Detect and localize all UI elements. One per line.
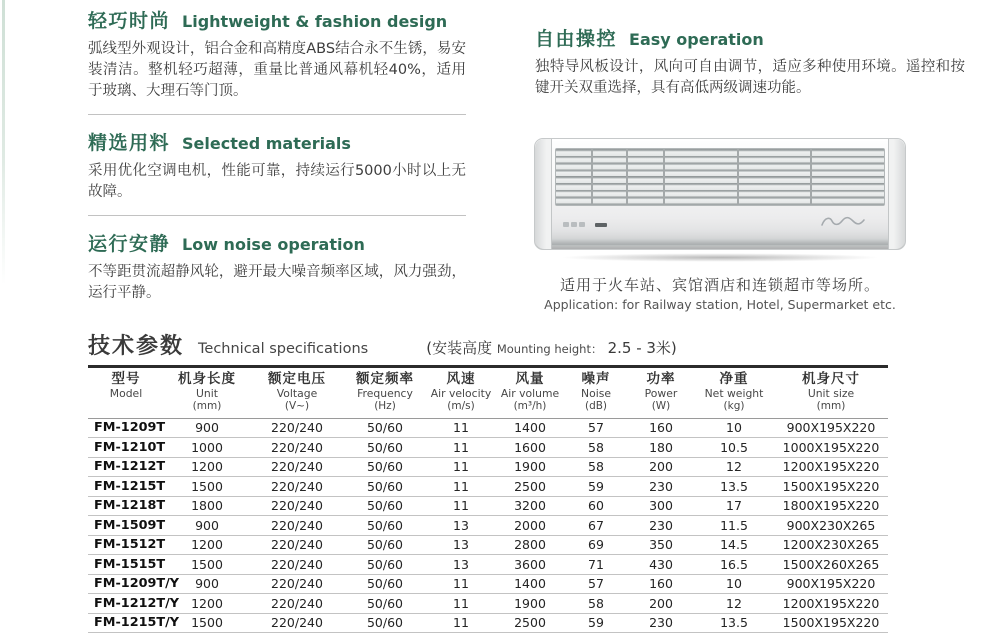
spec-value-cell: 3200	[496, 496, 564, 516]
spec-value-cell: 230	[628, 516, 694, 536]
spec-value-cell: 50/60	[344, 477, 426, 497]
feature-body: 采用优化空调电机，性能可靠，持续运行5000小时以上无故障。	[88, 163, 466, 200]
spec-row	[88, 418, 888, 438]
spec-col-header-air-volume: 风量 Air volume (m³/h)	[496, 367, 564, 419]
specs-section	[88, 329, 888, 633]
spec-value-cell: 58	[564, 438, 628, 458]
spec-model-cell: FM-1212T/Y	[88, 594, 164, 614]
spec-value-cell: 220/240	[250, 613, 344, 633]
spec-value-cell: 16.5	[694, 555, 774, 575]
spec-value-cell: 2500	[496, 613, 564, 633]
spec-value-cell: 1500	[164, 613, 250, 633]
spec-row	[88, 477, 888, 497]
label-marks	[563, 222, 585, 227]
spec-value-cell: 300	[628, 496, 694, 516]
spec-col-header-air-velocity: 风速 Air velocity (m/s)	[426, 367, 496, 419]
spec-value-cell: 57	[564, 418, 628, 438]
spec-value-cell: 50/60	[344, 535, 426, 555]
feature-heading	[88, 6, 466, 33]
spec-row	[88, 516, 888, 536]
spec-value-cell: 50/60	[344, 613, 426, 633]
spec-value-cell: 50/60	[344, 438, 426, 458]
spec-value-cell: 69	[564, 535, 628, 555]
spec-value-cell: 2500	[496, 477, 564, 497]
feature-title-en: Low noise operation	[182, 235, 365, 254]
feature-heading	[88, 229, 466, 256]
spec-value-cell: 900	[164, 516, 250, 536]
spec-value-cell: 10	[694, 574, 774, 594]
spec-value-cell: 58	[564, 594, 628, 614]
spec-value-cell: 1400	[496, 574, 564, 594]
spec-row	[88, 574, 888, 594]
spec-col-header-unit-size: 机身尺寸 Unit size (mm)	[774, 367, 888, 419]
spec-model-cell: FM-1209T	[88, 418, 164, 438]
spec-value-cell: 1500X195X220	[774, 477, 888, 497]
feature-body: 弧线型外观设计，铝合金和高精度ABS结合永不生锈，易安装清洁。整机轻巧超薄，重量比普通风幕机轻40%，适用于玻璃、大理石等门顶。	[88, 41, 466, 99]
spec-value-cell: 11	[426, 457, 496, 477]
spec-value-cell: 200	[628, 594, 694, 614]
divider	[88, 114, 466, 115]
spec-col-header-frequency: 额定频率 Frequency (Hz)	[344, 367, 426, 419]
spec-row	[88, 535, 888, 555]
feature-heading	[535, 24, 965, 51]
spec-value-cell: 11	[426, 496, 496, 516]
spec-value-cell: 1500X260X265	[774, 555, 888, 575]
spec-col-header-unit: 机身长度 Unit (mm)	[164, 367, 250, 419]
brand-logo-icon	[819, 215, 867, 229]
spec-value-cell: 220/240	[250, 516, 344, 536]
spec-model-cell: FM-1215T	[88, 477, 164, 497]
spec-value-cell: 13	[426, 535, 496, 555]
spec-table	[88, 365, 888, 633]
spec-value-cell: 50/60	[344, 516, 426, 536]
spec-value-cell: 50/60	[344, 418, 426, 438]
feature-title-zh: 精选用料	[88, 132, 171, 154]
specs-title-zh: 技术参数	[88, 334, 185, 359]
spec-value-cell: 430	[628, 555, 694, 575]
feature-block-easy-operation	[535, 24, 965, 99]
spec-value-cell: 1200X195X220	[774, 594, 888, 614]
spec-model-cell: FM-1512T	[88, 535, 164, 555]
spec-value-cell: 1600	[496, 438, 564, 458]
spec-value-cell: 12	[694, 594, 774, 614]
feature-heading	[88, 128, 466, 155]
spec-value-cell: 67	[564, 516, 628, 536]
spec-value-cell: 12	[694, 457, 774, 477]
feature-title-zh: 自由操控	[535, 28, 618, 50]
feature-block-materials	[88, 128, 466, 203]
mounting-height-zh: (安装高度	[426, 339, 497, 357]
spec-model-cell: FM-1210T	[88, 438, 164, 458]
spec-value-cell: 160	[628, 574, 694, 594]
spec-row	[88, 457, 888, 477]
specs-title-en: Technical specifications	[198, 341, 369, 357]
spec-value-cell: 1500X195X220	[774, 613, 888, 633]
spec-value-cell: 200	[628, 457, 694, 477]
spec-value-cell: 1800X195X220	[774, 496, 888, 516]
spec-value-cell: 11	[426, 477, 496, 497]
feature-body: 不等距贯流超静风轮，避开最大噪音频率区域，风力强劲，运行平静。	[88, 264, 466, 301]
spec-value-cell: 57	[564, 574, 628, 594]
features-left-column	[88, 6, 466, 304]
spec-value-cell: 220/240	[250, 535, 344, 555]
spec-header-row	[88, 367, 888, 419]
spec-value-cell: 1200	[164, 535, 250, 555]
spec-value-cell: 59	[564, 613, 628, 633]
spec-value-cell: 13.5	[694, 477, 774, 497]
spec-value-cell: 58	[564, 457, 628, 477]
spec-value-cell: 13	[426, 555, 496, 575]
spec-value-cell: 220/240	[250, 438, 344, 458]
spec-value-cell: 220/240	[250, 457, 344, 477]
spec-value-cell: 1900	[496, 594, 564, 614]
spec-col-header-noise: 噪声 Noise (dB)	[564, 367, 628, 419]
spec-value-cell: 1400	[496, 418, 564, 438]
product-caption-en: Application: for Railway station, Hotel, Supermarket etc.	[544, 297, 896, 312]
spec-row	[88, 613, 888, 633]
spec-value-cell: 60	[564, 496, 628, 516]
specs-title-row	[88, 329, 888, 360]
spec-value-cell: 1200	[164, 594, 250, 614]
spec-value-cell: 14.5	[694, 535, 774, 555]
spec-value-cell: 59	[564, 477, 628, 497]
spec-value-cell: 50/60	[344, 594, 426, 614]
spec-model-cell: FM-1209T/Y	[88, 574, 164, 594]
spec-value-cell: 1000	[164, 438, 250, 458]
spec-value-cell: 50/60	[344, 496, 426, 516]
spec-value-cell: 900X230X265	[774, 516, 888, 536]
feature-block-low-noise	[88, 229, 466, 304]
feature-title-zh: 运行安静	[88, 233, 171, 255]
spec-value-cell: 2000	[496, 516, 564, 536]
spec-value-cell: 1200X195X220	[774, 457, 888, 477]
spec-row	[88, 496, 888, 516]
spec-col-header-net-weight: 净重 Net weight (kg)	[694, 367, 774, 419]
end-cap-left	[535, 139, 552, 249]
spec-value-cell: 11	[426, 594, 496, 614]
spec-value-cell: 900X195X220	[774, 574, 888, 594]
divider	[88, 215, 466, 216]
spec-value-cell: 11	[426, 438, 496, 458]
air-curtain-image	[534, 138, 906, 250]
product-caption-zh: 适用于火车站、宾馆酒店和连锁超市等场所。	[559, 276, 880, 294]
spec-row	[88, 438, 888, 458]
spec-model-cell: FM-1212T	[88, 457, 164, 477]
spec-row	[88, 594, 888, 614]
feature-block-lightweight	[88, 6, 466, 102]
spec-value-cell: 11.5	[694, 516, 774, 536]
mounting-height-en: Mounting height：	[496, 342, 603, 356]
spec-value-cell: 220/240	[250, 555, 344, 575]
spec-value-cell: 350	[628, 535, 694, 555]
end-cap-right	[888, 139, 905, 249]
spec-value-cell: 3600	[496, 555, 564, 575]
spec-value-cell: 1500	[164, 555, 250, 575]
spec-value-cell: 11	[426, 574, 496, 594]
spec-value-cell: 220/240	[250, 418, 344, 438]
spec-value-cell: 160	[628, 418, 694, 438]
spec-value-cell: 10	[694, 418, 774, 438]
spec-value-cell: 220/240	[250, 496, 344, 516]
spec-value-cell: 230	[628, 613, 694, 633]
control-marks	[563, 222, 607, 227]
air-curtain-grille	[555, 148, 885, 206]
spec-col-header-power: 功率 Power (W)	[628, 367, 694, 419]
mounting-height-value: 2.5 - 3米)	[607, 339, 677, 357]
spec-value-cell: 13.5	[694, 613, 774, 633]
product-figure	[533, 138, 907, 312]
air-outlet	[547, 239, 893, 246]
spec-value-cell: 230	[628, 477, 694, 497]
spec-value-cell: 1200X230X265	[774, 535, 888, 555]
spec-value-cell: 900	[164, 574, 250, 594]
spec-value-cell: 1200	[164, 457, 250, 477]
spec-value-cell: 71	[564, 555, 628, 575]
mounting-height-note	[426, 337, 677, 358]
spec-model-cell: FM-1509T	[88, 516, 164, 536]
spec-value-cell: 1500	[164, 477, 250, 497]
spec-value-cell: 180	[628, 438, 694, 458]
spec-value-cell: 1900	[496, 457, 564, 477]
spec-model-cell: FM-1515T	[88, 555, 164, 575]
spec-value-cell: 220/240	[250, 594, 344, 614]
spec-col-header-voltage: 额定电压 Voltage (V~)	[250, 367, 344, 419]
left-edge-accent	[2, 0, 5, 285]
feature-title-en: Lightweight & fashion design	[182, 12, 448, 31]
spec-model-cell: FM-1218T	[88, 496, 164, 516]
spec-value-cell: 220/240	[250, 477, 344, 497]
spec-value-cell: 1800	[164, 496, 250, 516]
spec-value-cell: 13	[426, 516, 496, 536]
spec-value-cell: 17	[694, 496, 774, 516]
feature-title-en: Easy operation	[629, 30, 764, 49]
product-shadow	[555, 253, 885, 262]
spec-value-cell: 11	[426, 418, 496, 438]
spec-value-cell: 900	[164, 418, 250, 438]
spec-row	[88, 555, 888, 575]
spec-model-cell: FM-1215T/Y	[88, 613, 164, 633]
spec-value-cell: 11	[426, 613, 496, 633]
spec-col-header-model: 型号 Model	[88, 367, 164, 419]
spec-value-cell: 10.5	[694, 438, 774, 458]
spec-value-cell: 220/240	[250, 574, 344, 594]
spec-value-cell: 50/60	[344, 574, 426, 594]
feature-title-zh: 轻巧时尚	[88, 10, 171, 32]
feature-title-en: Selected materials	[182, 134, 351, 153]
air-curtain-front-panel	[555, 209, 885, 239]
spec-value-cell: 50/60	[344, 555, 426, 575]
spec-value-cell: 2800	[496, 535, 564, 555]
ir-receiver	[595, 223, 607, 227]
spec-value-cell: 50/60	[344, 457, 426, 477]
feature-body: 独特导风板设计，风向可自由调节，适应多种使用环境。遥控和按键开关双重选择，具有高低两级调速功能。	[535, 59, 965, 96]
spec-value-cell: 900X195X220	[774, 418, 888, 438]
spec-value-cell: 1000X195X220	[774, 438, 888, 458]
